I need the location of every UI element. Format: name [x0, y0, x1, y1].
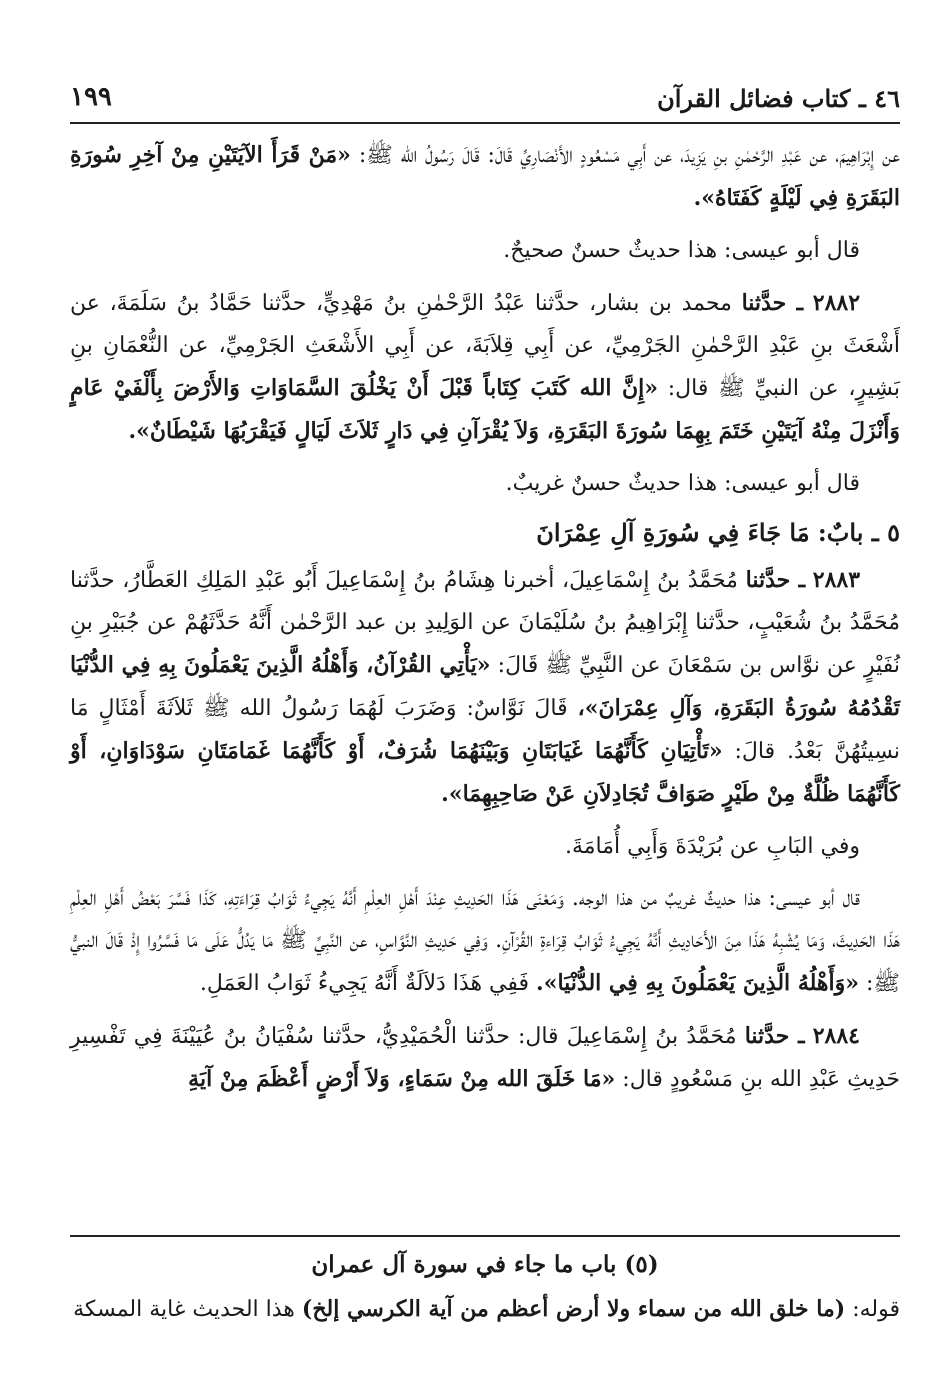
matn-quote-2: «تَأْتِيَانِ كَأَنَّهُمَا غَيَابَتَانِ وَبَيْنَهُمَا شُرَفٌ، أَوْ كَأَنَّهُمَا غَمَامَتَانِ سَوْدَاوَانِ، أَوْ كَأَنَّهُمَا ظُلَّةٌ مِنْ طَيْرٍ صَوَافَّ تُجَادِلاَنِ عَنْ صَاحِبِهِمَا». [70, 738, 900, 807]
hadith-2883 [70, 559, 900, 816]
footnote-title: (٥) باب ما جاء في سورة آل عمران [311, 1251, 659, 1278]
hadith-2884 [70, 1015, 900, 1101]
grading-line: قال أبو عيسى: هذا حديثٌ حسنٌ غريبٌ. [505, 471, 860, 496]
hadith-continuation [70, 134, 900, 220]
footnote-divider [70, 1235, 900, 1237]
page-header [70, 78, 900, 124]
isnad-text: محمد بن بشار، حدَّثنا عَبْدُ الرَّحْمٰنِ بنُ مَهْدِيٍّ، حدَّثنا حَمَّادُ بنُ سَلَمَةَ، عن أَشْعَثَ بنِ عَبْدِ الرَّحْمٰنِ الجَرْمِيِّ، عن أَبِي قِلاَبَةَ، عن أَبِي الأَشْعَثِ الجَرْمِيِّ، عن النُّعْمَانِ بنِ بَشِيرٍ، عن النبيِّ ﷺ قال: [70, 291, 900, 401]
hadith-number: ٢٨٨٣ [812, 567, 861, 593]
footnote-quote: (ما خلق الله من سماء ولا أرض أعظم من آية الكرسي إلخ) [301, 1296, 846, 1322]
isnad-text: مُحَمَّدُ بنُ إِسْمَاعِيلَ قال: حدَّثنا الْحُمَيْدِيُّ، حدَّثنا سُفْيَانُ بنُ عُيَيْنَةَ فِي تَفْسِيرِ حَدِيثِ عَبْدِ الله بنِ مَسْعُودٍ قال: [70, 1024, 900, 1092]
footnote-rest: هذا الحديث غاية المسكة [73, 1297, 295, 1322]
commentary [70, 878, 900, 1005]
matn-quote: «مَا خَلَقَ الله مِنْ سَمَاءٍ، وَلاَ أَرْضٍ أَعْظَمَ مِنْ آيَةِ [188, 1066, 616, 1092]
matn-quote: «مَنْ قَرَأَ الآيَتَيْنِ مِنْ آخِرِ سُورَةِ البَقَرَةِ فِي لَيْلَةٍ كَفَتَاهُ». [70, 142, 900, 211]
matn-quote: «إِنَّ الله كَتَبَ كِتَاباً قَبْلَ أَنْ يَخْلُقَ السَّمَاوَاتِ وَالأَرْضَ بِأَلْفَيْ عَامٍ وَأَنْزَلَ مِنْهُ آيَتَيْنِ خَتَمَ بِهِمَا سُورَةَ البَقَرَةِ، وَلاَ يُقْرَآنِ فِي دَارٍ ثَلاَثَ لَيَالٍ فَيَقْرَبُهَا شَيْطَانٌ». [70, 375, 900, 444]
chapter-heading: ٥ ـ بابٌ: مَا جَاءَ فِي سُورَةِ آلِ عِمْرَانَ [536, 518, 900, 547]
hadith-2882 [70, 282, 900, 453]
isnad-text: عن إِبْرَاهِيمَ، عن عَبْدِ الرَّحْمٰنِ بنِ يَزِيدَ، عن أَبِي مَسْعُودٍ الأَنْصَارِيِّ قَالَ: قَالَ رَسُولُ الله ﷺ: [358, 143, 901, 168]
hadith-number: ٢٨٨٢ [812, 290, 861, 316]
hadith-number: ٢٨٨٤ [812, 1023, 860, 1049]
isnad-text: مُحَمَّدُ بنُ إِسْمَاعِيلَ، أخبرنا هِشَامُ بنُ إِسْمَاعِيلَ أَبُو عَبْدِ المَلِكِ العَطَّارُ، حدَّثنا مُحَمَّدُ بنُ شُعَيْبٍ، حدَّثنا إِبْرَاهِيمُ بنُ سُلَيْمَانَ عن الوَلِيدِ بن عبد الرَّحْمٰن أَنَّهُ حَدَّثَهُمْ عن جُبَيْرِ بنِ نُفَيْرٍ عن نوَّاس بن سَمْعَانَ عن النَّبِيِّ ﷺ قَالَ: [70, 568, 900, 678]
haddathana-label: ـ حدَّثنا [744, 1023, 805, 1049]
related-narrations: وفي البَابِ عن بُرَيْدَةَ وَأَبِي أُمَامَةَ. [564, 834, 860, 859]
page [70, 78, 900, 1101]
footnotes [70, 1243, 900, 1332]
page-number: ١٩٩ [70, 82, 112, 112]
footnote-text [70, 1287, 900, 1332]
running-title: ٤٦ ـ كتاب فضائل القرآن [657, 84, 900, 113]
narrator-comment: قَالَ نَوَّاسٌ: وَضَرَبَ لَهُمَا رَسُولُ الله ﷺ ثَلاَثَةَ أَمْثَالٍ مَا نسِيتُهُنَّ بَعْدُ. قالَ: [70, 696, 900, 764]
commentary-quote: «وَأَهْلُهُ الَّذِينَ يَعْمَلُونَ بِهِ فِي الدُّنْيَا». [536, 970, 859, 996]
matn-quote: «يَأْتِي القُرْآنُ، وَأَهْلُهُ الَّذِينَ يَعْمَلُونَ بِهِ فِي الدُّنْيَا تَقْدُمُهُ سُورَةُ البَقَرَةِ، وَآلِ عِمْرَانَ»، [70, 652, 901, 721]
commentary-text: قال أبو عيسى: هذا حديثٌ غريبٌ من هذا الوجه. وَمَعْنَى هَذَا الحَدِيثِ عِنْدَ أَهْلِ العِلْمِ أَنَّهُ يَجِيءُ ثَوَابُ قِرَاءَتِهِ، كَذَا فَسَّرَ بَعْضُ أَهْلِ العِلْمِ هَذَا الحَدِيثَ، وَمَا يُشْبِهُ هَذَا مِنَ الأَحَادِيثِ أَنَّهُ يَجِيءُ ثَوَابُ قِرَاءةِ القُرْآنِ. وَفِي حَدِيثِ النَّوَّاسِ، عن النَّبِيِّ ﷺ مَا يَدُلُّ عَلَى مَا فَسَّرُوا إِذْ قَالَ النبيُّ ﷺ: [70, 886, 900, 996]
haddathana-label: ـ حدَّثنا [741, 290, 804, 316]
commentary-conclusion: فَفِي هَذَا دَلاَلَةٌ أَنَّهُ يَجِيءُ ثَوَابُ العَمَلِ. [199, 971, 530, 996]
footnote-lead: قوله: [852, 1297, 900, 1322]
main-text [70, 134, 900, 1101]
grading-line: قال أبو عيسى: هذا حديثٌ حسنٌ صحيحٌ. [503, 238, 860, 263]
haddathana-label: ـ حدَّثنا [745, 567, 806, 593]
